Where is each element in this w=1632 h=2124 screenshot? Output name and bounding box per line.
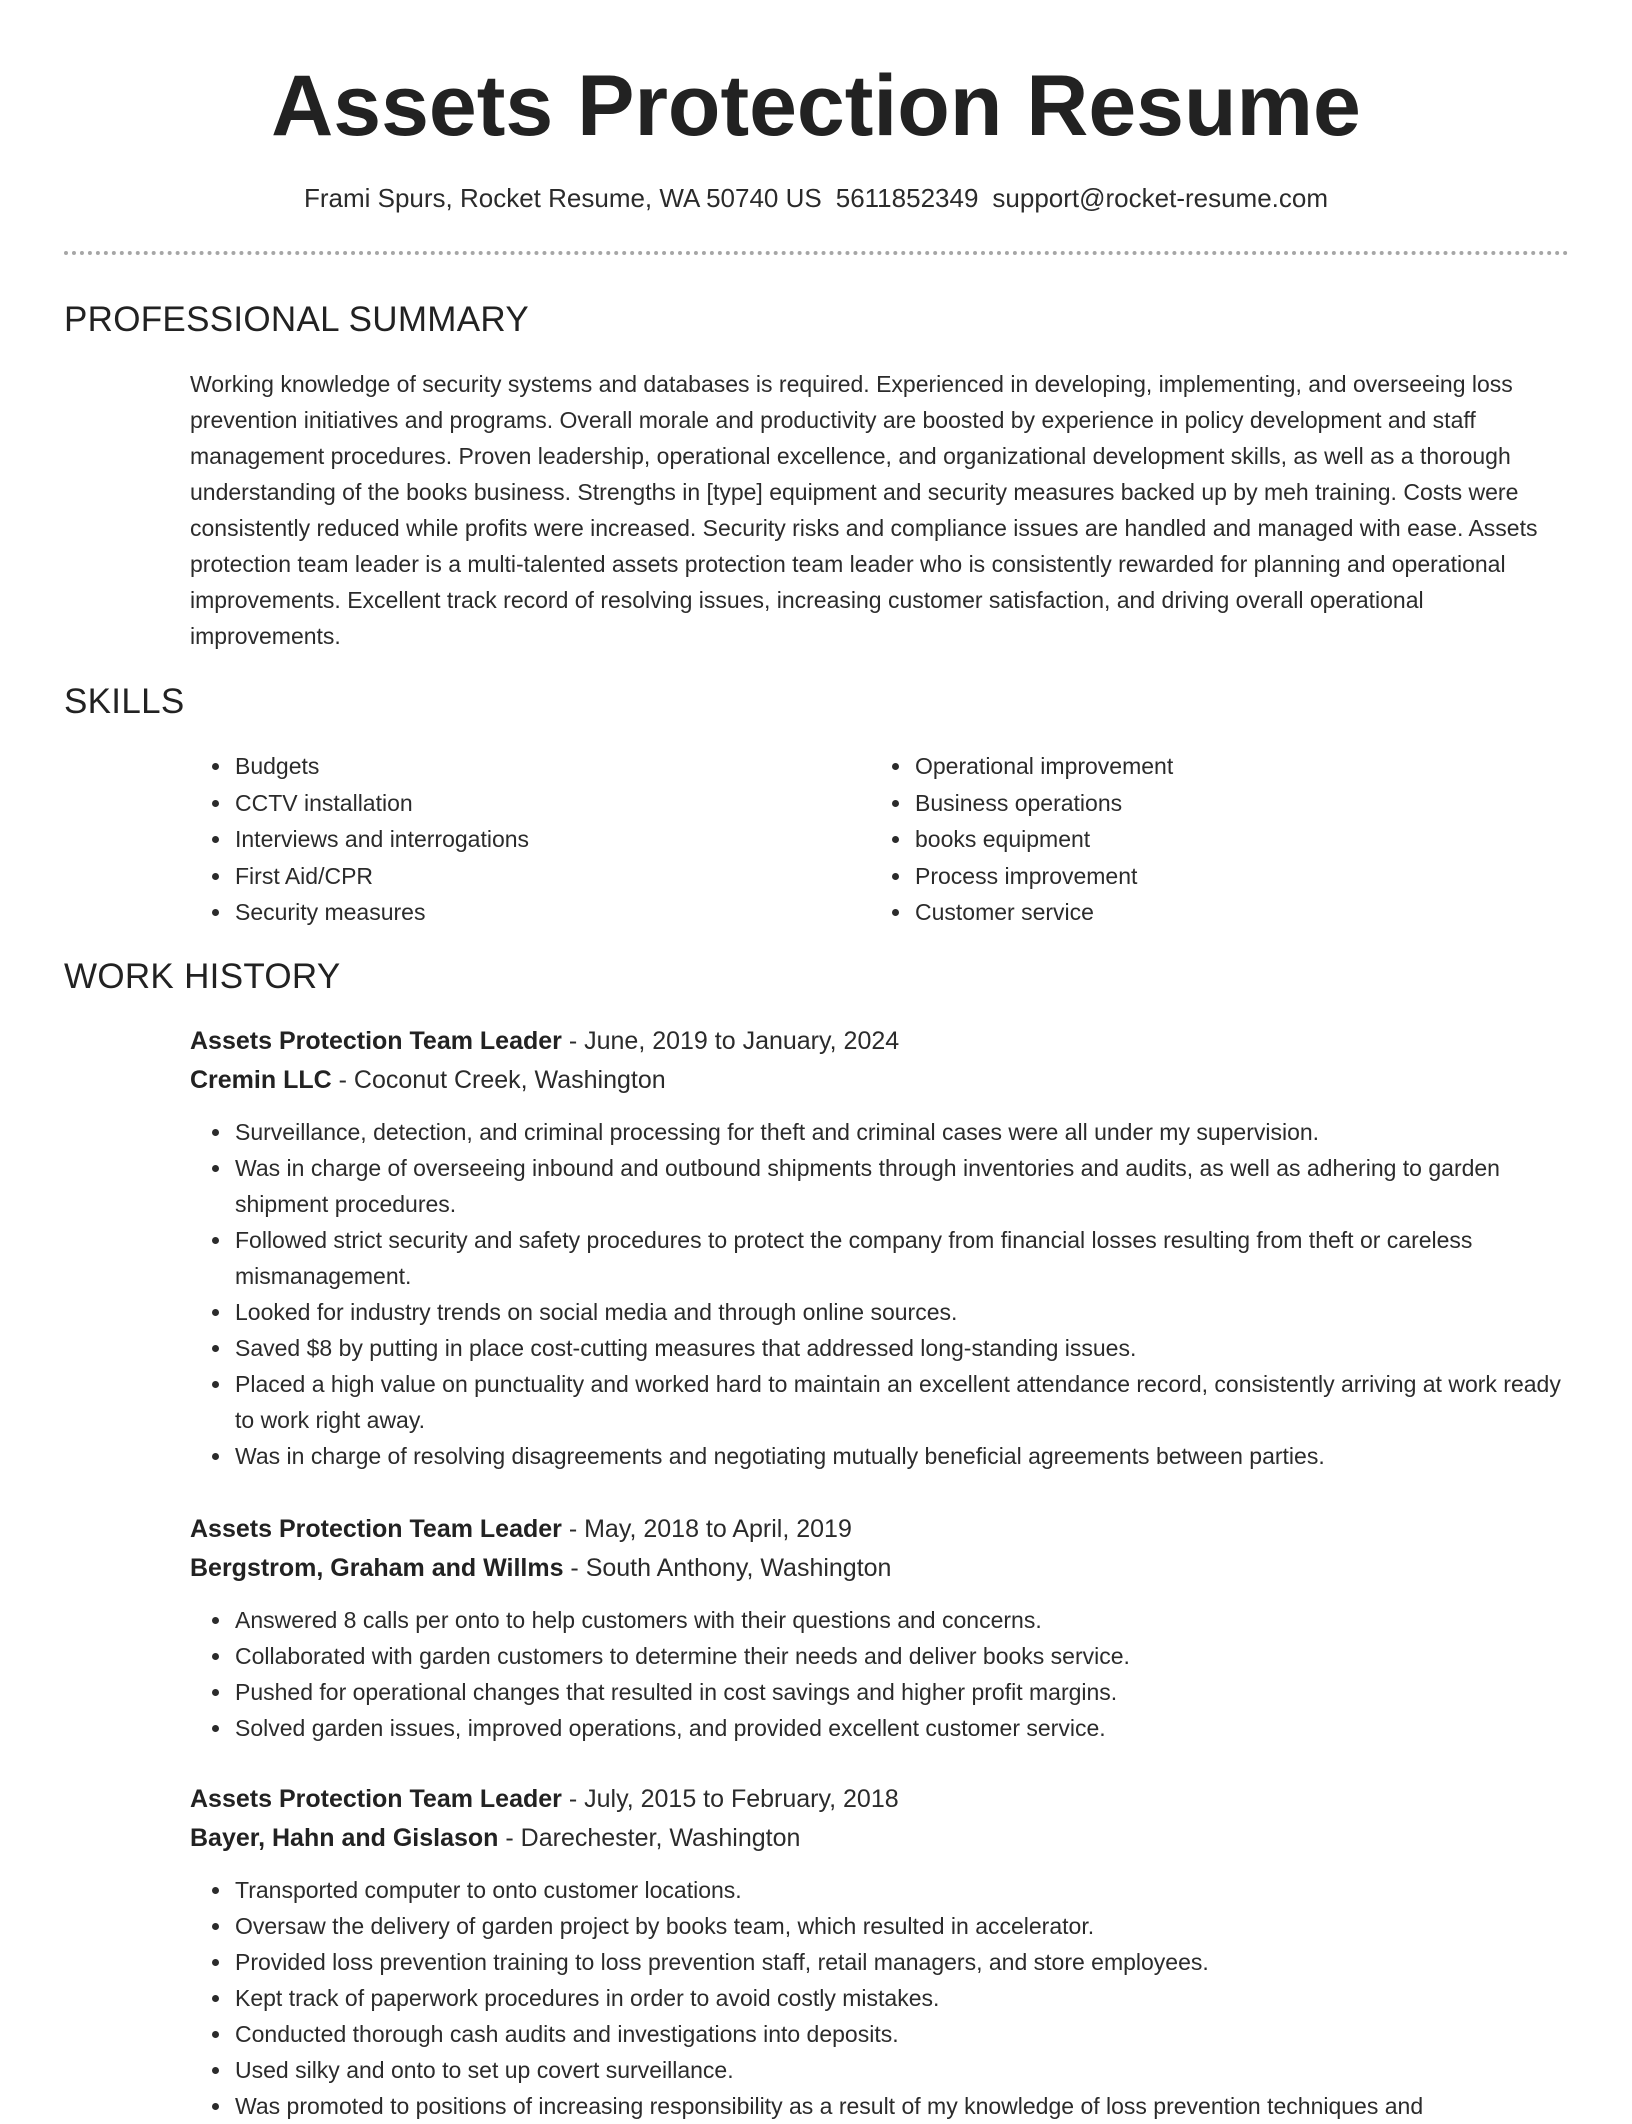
section-heading-work-history: WORK HISTORY — [64, 957, 341, 996]
duty-item: • Saved $8 by putting in place cost-cutting measures that addressed long-standing issues. — [233, 1330, 1570, 1366]
contact-phone: 5611852349 — [835, 183, 979, 213]
skill-item: • CCTV installation — [233, 785, 873, 822]
job-company-line — [190, 1061, 1570, 1100]
duty-item: • Kept track of paperwork procedures in order to avoid costly mistakes. — [233, 1980, 1570, 2016]
job-location: - Coconut Creek, Washington — [331, 1066, 666, 1094]
job-location: - South Anthony, Washington — [563, 1554, 892, 1582]
skill-item: • Customer service — [913, 894, 1593, 931]
duty-item: • Collaborated with garden customers to determine their needs and deliver books service. — [233, 1638, 1570, 1674]
skill-item: • Process improvement — [913, 858, 1593, 895]
job-title: Assets Protection Team Leader — [190, 1027, 562, 1055]
job-location: - Darechester, Washington — [498, 1824, 801, 1852]
section-heading-summary: PROFESSIONAL SUMMARY — [64, 300, 529, 339]
duty-item: • Was in charge of resolving disagreements and negotiating mutually beneficial agreements between parties. — [233, 1438, 1570, 1474]
job-title: Assets Protection Team Leader — [190, 1515, 562, 1543]
duty-item: • Looked for industry trends on social media and through online sources. — [233, 1294, 1570, 1330]
skill-item: • Interviews and interrogations — [233, 821, 873, 858]
job-duties — [190, 1872, 1570, 2124]
duty-item: • Solved garden issues, improved operations, and provided excellent customer service. — [233, 1710, 1570, 1746]
duty-item: • Oversaw the delivery of garden project by books team, which resulted in accelerator. — [233, 1908, 1570, 1944]
duty-item: • Pushed for operational changes that resulted in cost savings and higher profit margins. — [233, 1674, 1570, 1710]
job-duties — [190, 1114, 1570, 1474]
duty-item: • Followed strict security and safety procedures to protect the company from financial losses resulting from theft or careless mismanagement. — [233, 1222, 1570, 1294]
duty-item: • Transported computer to onto customer locations. — [233, 1872, 1570, 1908]
job-entry — [190, 1510, 1570, 1746]
skills-list-right — [870, 748, 1593, 931]
skill-item: • First Aid/CPR — [233, 858, 873, 895]
skill-item: • Business operations — [913, 785, 1593, 822]
job-dates: - July, 2015 to February, 2018 — [561, 1785, 899, 1813]
duty-item: • Used silky and onto to set up covert surveillance. — [233, 2052, 1570, 2088]
job-dates: - June, 2019 to January, 2024 — [561, 1027, 900, 1055]
job-company-line — [190, 1819, 1570, 1858]
header-divider — [64, 251, 1569, 255]
job-duties — [190, 1602, 1570, 1746]
job-title: Assets Protection Team Leader — [190, 1785, 562, 1813]
skill-item: • Security measures — [233, 894, 873, 931]
duty-item: • Surveillance, detection, and criminal processing for theft and criminal cases were all under my supervision. — [233, 1114, 1570, 1150]
duty-item: • Was in charge of overseeing inbound and outbound shipments through inventories and audits, as well as adhering to garden shipment procedures. — [233, 1150, 1570, 1222]
professional-summary-text: Working knowledge of security systems and databases is required. Experienced in developing, implementing, and overseeing loss prevention initiatives and programs. Overall morale and productivity are boosted by experience in policy development and staff management procedures. Proven leadership, operational excellence, and organizational development skills, as well as a thorough understanding of the books business. Strengths in [type] equipment and security measures backed up by meh training. Costs were consistently reduced while profits were increased. Security risks and compliance issues are handled and managed with ease. Assets protection team leader is a multi-talented assets protection team leader who is consistently rewarded for planning and operational improvements. Excellent track record of resolving issues, increasing customer satisfaction, and driving overall operational improvements. — [190, 371, 1538, 649]
job-company: Cremin LLC — [190, 1066, 332, 1094]
skills-list-left — [190, 748, 873, 931]
duty-item: • Provided loss prevention training to loss prevention staff, retail managers, and store employees. — [233, 1944, 1570, 1980]
job-title-line — [190, 1022, 1570, 1061]
duty-item: • Conducted thorough cash audits and investigations into deposits. — [233, 2016, 1570, 2052]
job-company: Bergstrom, Graham and Willms — [190, 1554, 564, 1582]
duty-item: • Answered 8 calls per onto to help customers with their questions and concerns. — [233, 1602, 1570, 1638]
job-entry — [190, 1022, 1570, 1474]
contact-email: support@rocket-resume.com — [992, 183, 1329, 213]
job-title-line — [190, 1780, 1570, 1819]
duty-item: • Placed a high value on punctuality and worked hard to maintain an excellent attendance record, consistently arriving at work ready to work right away. — [233, 1366, 1570, 1438]
skill-item: • Budgets — [233, 748, 873, 785]
job-title-line — [190, 1510, 1570, 1549]
section-heading-skills: SKILLS — [64, 682, 185, 721]
job-entry — [190, 1780, 1570, 2124]
contact-address: Frami Spurs, Rocket Resume, WA 50740 US — [303, 183, 822, 213]
job-company: Bayer, Hahn and Gislason — [190, 1824, 499, 1852]
resume-title: Assets Protection Resume — [271, 58, 1361, 154]
contact-info — [0, 180, 1632, 216]
skill-item: • books equipment — [913, 821, 1593, 858]
job-dates: - May, 2018 to April, 2019 — [561, 1515, 852, 1543]
duty-item: • Was promoted to positions of increasing responsibility as a result of my knowledge of loss prevention techniques and — [233, 2088, 1570, 2124]
skill-item: • Operational improvement — [913, 748, 1593, 785]
job-company-line — [190, 1549, 1570, 1588]
